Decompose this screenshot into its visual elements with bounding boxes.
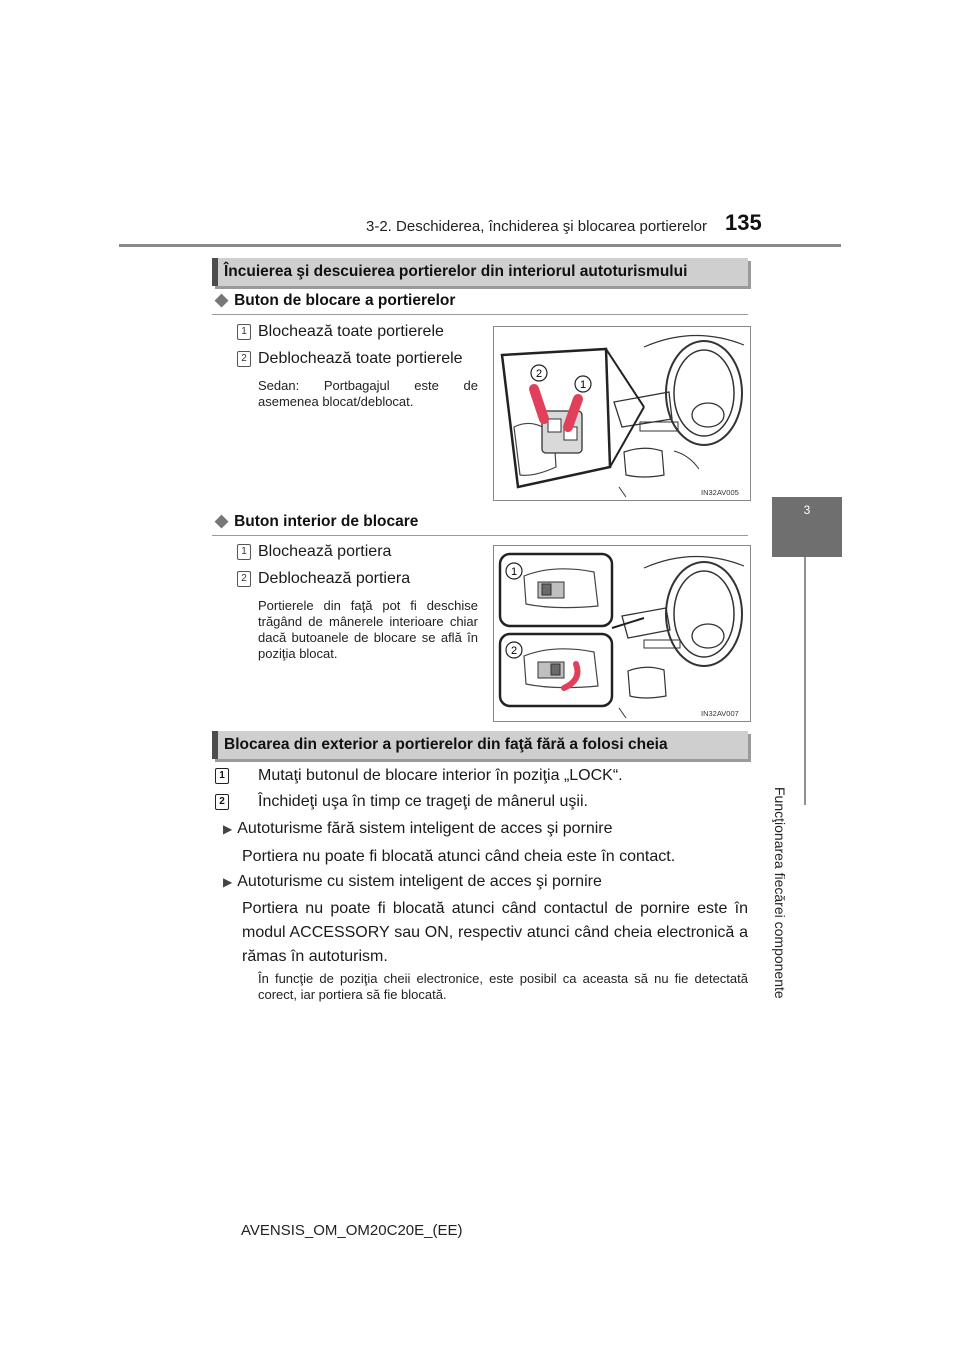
item-number-badge: 2 [237,351,251,367]
inside-lock-button-illustration [494,546,750,721]
header-section-title: 3-2. Deschiderea, închiderea şi blocarea portierelor [366,218,708,235]
step-move-lock-button: Mutaţi butonul de blocare interior în poziţia „LOCK“. [258,767,623,784]
triangle-bullet-icon: ▶ [223,822,233,836]
item-number-badge: 2 [237,571,251,587]
subheading-rule [212,314,748,315]
item-number-badge: 1 [237,324,251,340]
case-title: Autoturisme cu sistem inteligent de acces şi pornire [237,873,602,890]
step-number-badge: 1 [215,768,229,784]
chapter-number: 3 [803,503,811,517]
header-rule [119,244,841,247]
case2-description: Portiera nu poate fi blocată atunci când contactul de pornire este în modul ACCESSORY sau ON, respectiv atunci când cheia electronică a rămas în autoturism. [242,900,748,965]
subheading-inside-lock-button [215,511,418,531]
figure-code: IN32AV005 [701,488,739,497]
chapter-tab-rule [804,557,806,805]
item-unlock-door: Deblochează portiera [258,570,411,587]
note-sedan-trunk: Sedan: Portbagajul este de asemenea blocat/deblocat. [258,378,478,409]
case-with-smart-entry [223,873,602,891]
document-code: AVENSIS_OM_OM20C20E_(EE) [241,1222,463,1239]
step-number-badge: 2 [215,794,229,810]
case-title: Autoturisme fără sistem inteligent de acces şi pornire [237,820,613,837]
figure-callout-1: 1 [510,566,518,578]
item-unlock-all-doors: Deblochează toate portierele [258,350,463,367]
figure-inside-lock-button [493,545,751,722]
diamond-bullet-icon: ◆ [215,511,229,530]
subheading-door-lock-switch [215,290,455,310]
item-number-badge: 1 [237,544,251,560]
item-lock-door: Blochează portiera [258,543,392,560]
figure-code: IN32AV007 [701,709,739,718]
figure-callout-1: 1 [579,379,587,391]
figure-door-lock-switch [493,326,751,501]
diamond-bullet-icon: ◆ [215,290,229,309]
figure-callout-2: 2 [510,645,518,657]
section-title-exterior-locking: Blocarea din exterior a portierelor din faţă fără a folosi cheia [224,736,668,753]
item-lock-all-doors: Blochează toate portierele [258,323,444,340]
note-front-doors: Portierele din faţă pot fi deschise trăgând de mânerele interioare chiar dacă butoanele de blocare se află în poziţia blocat. [258,598,478,661]
note-electronic-key: În funcţie de poziţia cheii electronice, este posibil ca aceasta să nu fie detectată corect, iar portiera să fie blocată. [258,971,748,1002]
case1-description: Portiera nu poate fi blocată atunci când cheia este în contact. [242,848,676,865]
page-number: 135 [725,210,762,235]
section-title-interior-locking: Încuierea şi descuierea portierelor din interiorul autoturismului [224,263,688,280]
subheading-text: Buton interior de blocare [234,513,419,530]
step-close-door: Închideţi uşa în timp ce trageţi de mânerul uşii. [258,793,588,810]
case-without-smart-entry [223,820,613,838]
subheading-rule [212,535,748,536]
chapter-title: Funcţionarea fiecărei componente [772,787,788,999]
subheading-text: Buton de blocare a portierelor [234,292,456,309]
triangle-bullet-icon: ▶ [223,875,233,889]
door-lock-switch-illustration [494,327,750,500]
figure-callout-2: 2 [535,368,543,380]
